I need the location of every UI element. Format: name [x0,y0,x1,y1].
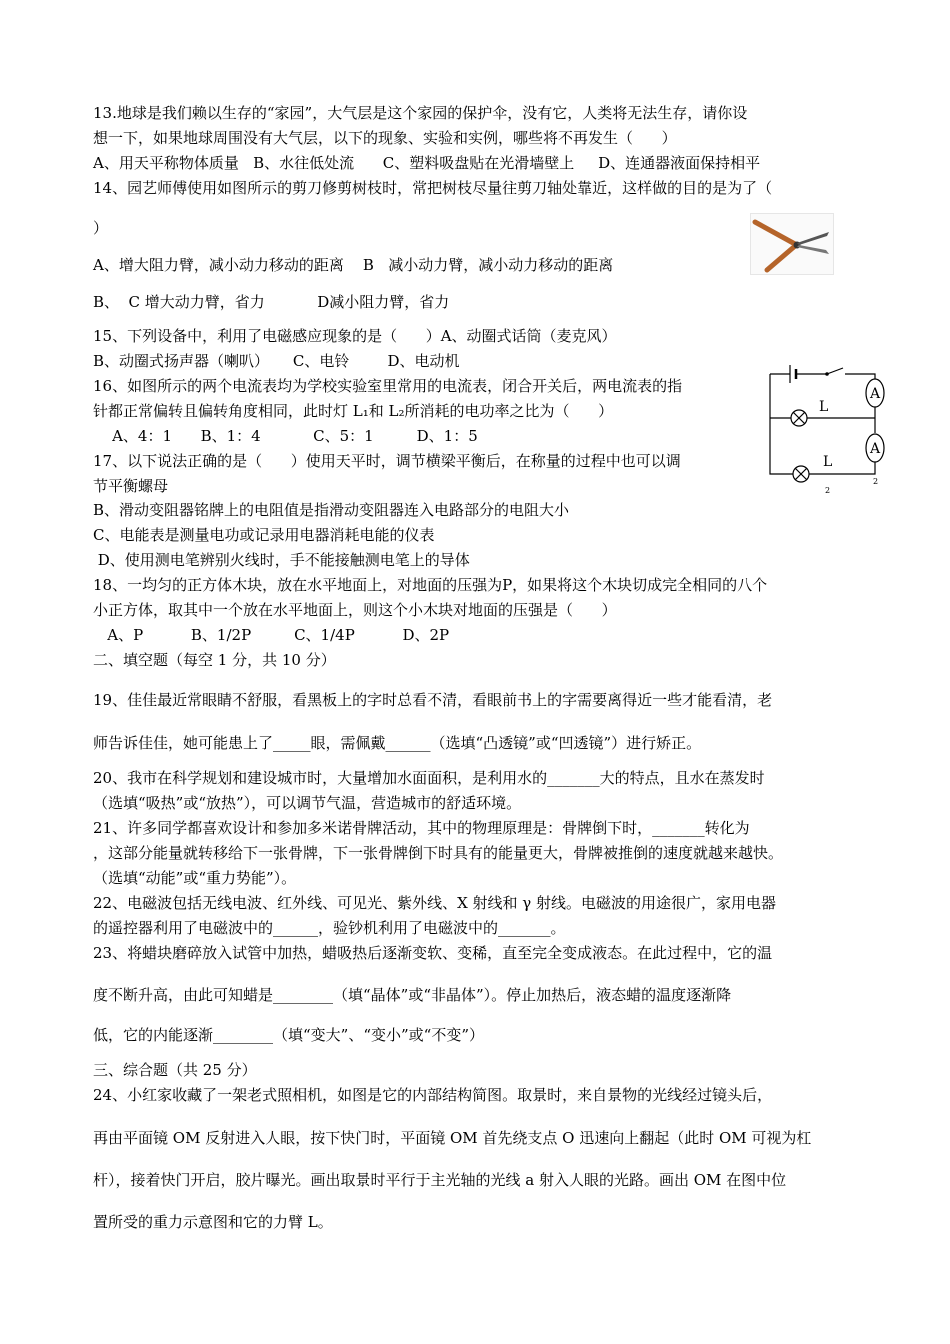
q18-options: A、P B、1/2P C、1/4P D、2P [93,626,450,644]
switch-blade [827,368,843,374]
q20-line2: （选填“吸热”或“放热”），可以调节气温，营造城市的舒适环境。 [93,794,522,812]
q24-line4: 置所受的重力示意图和它的力臂 L。 [93,1213,333,1231]
q23-line1: 23、将蜡块磨碎放入试管中加热，蜡吸热后逐渐变软、变稀，直至完全变成液态。在此过程中，它的温 [93,944,773,962]
q16-options: A、4：1 B、1：4 C、5：1 D、1：5 [93,427,478,445]
ammeter-2-label: A [870,441,881,457]
q13-line2: 想一下，如果地球周围没有大气层，以下的现象、实验和实例，哪些将不再发生（ ） [93,129,677,147]
q23-line3: 低，它的内能逐渐________（填“变大”、“变小”或“不变”） [93,1026,485,1044]
q14-options-1: A、增大阻力臂，减小动力移动的距离 B 减小动力臂，减小动力移动的距离 [93,256,614,274]
q14-options-2: B、 C 增大动力臂，省力 D减小阻力臂，省力 [93,293,450,311]
circuit-diagram [765,362,895,497]
q19-line2: 师告诉佳佳，她可能患上了_____眼，需佩戴______（选填“凸透镜”或“凹透镜”）进行矫正。 [93,734,702,752]
q16-line1: 16、如图所示的两个电流表均为学校实验室里常用的电流表，闭合开关后，两电流表的指 [93,377,683,395]
ammeter-2-subscript: 2 [873,477,879,486]
q21-line2: ，这部分能量就转移给下一张骨牌，下一张骨牌倒下时具有的能量更大，骨牌被推倒的速度就越来越快。 [93,844,784,862]
q14-line1: 14、园艺师傅使用如图所示的剪刀修剪树枝时，常把树枝尽量往剪刀轴处靠近，这样做的目的是为了（ [93,179,773,197]
q22-line1: 22、电磁波包括无线电波、红外线、可见光、紫外线、X 射线和 γ 射线。电磁波的用途很广，家用电器 [93,894,777,912]
q14-line2: ） [93,219,109,237]
ammeter-1-label: A [870,386,881,402]
q17-line2: 节平衡螺母 [93,477,169,495]
switch-contact [825,372,829,376]
q24-line3: 杆），接着快门开启，胶片曝光。画出取景时平行于主光轴的光线 a 射入人眼的光路。画出 OM 在图中位 [93,1171,787,1189]
section-2-heading: 二、填空题（每空 1 分，共 10 分） [93,651,336,669]
q15-line1: 15、下列设备中，利用了电磁感应现象的是（ ）A、动圈式话筒（麦克风） [93,327,617,345]
q13-line1: 13.地球是我们赖以生存的“家园”，大气层是这个家园的保护伞，没有它，人类将无法生存，请你设 [93,104,748,122]
q18-line2: 小正方体，取其中一个放在水平地面上，则这个小木块对地面的压强是（ ） [93,601,617,619]
pruning-shears-image [750,213,834,275]
q17-option-b: B、滑动变阻器铭牌上的电阻值是指滑动变阻器连入电路部分的电阻大小 [93,501,570,519]
q21-line3: （选填“动能”或“重力势能”）。 [93,869,297,887]
q17-line1: 17、以下说法正确的是（ ）使用天平时，调节横梁平衡后，在称量的过程中也可以调 [93,452,681,470]
lamp-1-label: L [819,399,829,415]
q19-line1: 19、佳佳最近常眼睛不舒服，看黑板上的字时总看不清，看眼前书上的字需要离得近一些才能看清，老 [93,691,773,709]
q18-line1: 18、一均匀的正方体木块，放在水平地面上，对地面的压强为P，如果将这个木块切成完全相同的八个 [93,576,768,594]
lamp-2-label: L [823,454,833,470]
q22-line2: 的遥控器利用了电磁波中的______，验钞机利用了电磁波中的_______。 [93,919,566,937]
q24-line2: 再由平面镜 OM 反射进入人眼，按下快门时，平面镜 OM 首先绕支点 O 迅速向上翻起（此时 OM 可视为杠 [93,1129,812,1147]
q17-option-c: C、电能表是测量电功或记录用电器消耗电能的仪表 [93,526,435,544]
q20-line1: 20、我市在科学规划和建设城市时，大量增加水面面积，是利用水的_______大的特点，且水在蒸发时 [93,769,765,787]
q24-line1: 24、小红家收藏了一架老式照相机，如图是它的内部结构简图。取景时，来自景物的光线经过镜头后， [93,1086,773,1104]
q21-line1: 21、许多同学都喜欢设计和参加多米诺骨牌活动，其中的物理原理是：骨牌倒下时，_______转化为 [93,819,750,837]
q16-line2: 针都正常偏转且偏转角度相同，此时灯 L₁和 L₂所消耗的电功率之比为（ ） [93,402,614,420]
section-3-heading: 三、综合题（共 25 分） [93,1061,257,1079]
q15-line2: B、动圈式扬声器（喇叭） C、电铃 D、电动机 [93,352,460,370]
q13-options: A、用天平称物体质量 B、水往低处流 C、塑料吸盘贴在光滑墙壁上 D、连通器液面保持相平 [93,154,761,172]
q17-option-d: D、使用测电笔辨别火线时，手不能接触测电笔上的导体 [93,551,470,569]
q23-line2: 度不断升高，由此可知蜡是________（填“晶体”或“非晶体”）。停止加热后，液态蜡的温度逐渐降 [93,986,732,1004]
lamp-2-subscript: 2 [825,486,831,495]
